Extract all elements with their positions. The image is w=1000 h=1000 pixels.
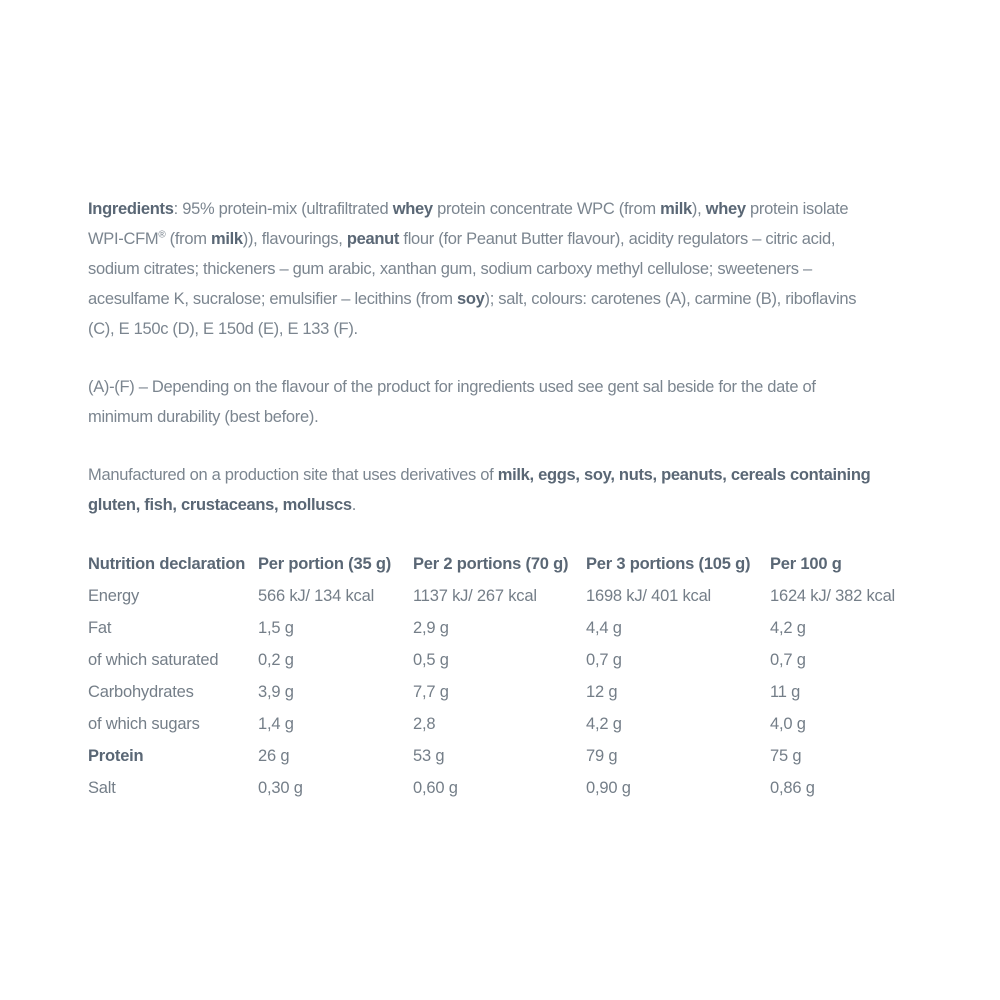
emphasized-text: milk: [660, 200, 692, 218]
table-row: [88, 612, 910, 644]
row-label: Fat: [88, 619, 112, 637]
emphasized-text: whey: [705, 200, 746, 218]
row-value: 1698 kJ/ 401 kcal: [586, 587, 712, 605]
row-value: 3,9 g: [258, 683, 294, 701]
header-per-3-portions: Per 3 portions (105 g): [586, 555, 751, 573]
emphasized-text: cereals containing: [730, 466, 871, 484]
ingredients-paragraph: [88, 194, 912, 344]
row-value: 0,7 g: [770, 651, 806, 669]
row-value: 26 g: [258, 747, 290, 765]
text-run: (C), E 150c (D), E 150d (E), E 133 (F).: [88, 320, 358, 338]
row-label: of which sugars: [88, 715, 200, 733]
row-value: 0,30 g: [258, 779, 303, 797]
nutrition-table-body: [88, 580, 910, 804]
nutrition-table-header-row: [88, 548, 910, 580]
text-run: minimum durability (best before).: [88, 408, 319, 426]
emphasized-text: eggs,: [538, 466, 580, 484]
emphasized-text: gluten,: [88, 496, 140, 514]
emphasized-text: whey: [392, 200, 433, 218]
row-value: 0,60 g: [413, 779, 458, 797]
allergen-note-paragraph: [88, 460, 912, 520]
emphasized-text: crustaceans,: [181, 496, 279, 514]
text-run: acesulfame K, sucralose; emulsifier – lecithins (from: [88, 290, 457, 308]
emphasized-text: milk: [210, 230, 243, 248]
row-value: 1137 kJ/ 267 kcal: [413, 587, 537, 605]
table-row: [88, 644, 910, 676]
emphasized-text: fish,: [144, 496, 177, 514]
row-value: 1,5 g: [258, 619, 294, 637]
row-label: Carbohydrates: [88, 683, 194, 701]
emphasized-text: peanut: [346, 230, 400, 248]
row-value: 0,86 g: [770, 779, 815, 797]
row-value: 2,8: [413, 715, 436, 733]
row-value: 2,9 g: [413, 619, 449, 637]
row-value: 0,90 g: [586, 779, 631, 797]
row-label: Energy: [88, 587, 140, 605]
row-value: 4,2 g: [770, 619, 806, 637]
row-value: 75 g: [770, 747, 802, 765]
header-per-100g: Per 100 g: [770, 555, 842, 573]
emphasized-text: molluscs: [282, 496, 352, 514]
emphasized-text: Ingredients: [88, 200, 174, 218]
text-run: protein isolate: [745, 200, 849, 218]
row-value: 0,5 g: [413, 651, 449, 669]
row-value: 4,2 g: [586, 715, 622, 733]
row-value: 566 kJ/ 134 kcal: [258, 587, 375, 605]
text-run: (A)-(F) – Depending on the flavour of the product for ingredients used see gent sal beside for the date of: [88, 378, 816, 396]
table-row: [88, 772, 910, 804]
row-value: 53 g: [413, 747, 445, 765]
text-run: .: [351, 496, 357, 514]
nutrition-declaration-table: [88, 548, 910, 804]
text-run: protein concentrate WPC (from: [432, 200, 661, 218]
text-run: ),: [691, 200, 706, 218]
row-value: 12 g: [586, 683, 618, 701]
row-value: 79 g: [586, 747, 618, 765]
registered-trademark-symbol: ®: [158, 229, 166, 241]
row-value: 0,2 g: [258, 651, 294, 669]
table-row: [88, 708, 910, 740]
text-run: )), flavourings,: [242, 230, 347, 248]
text-run: : 95% protein-mix (ultrafiltrated: [173, 200, 393, 218]
emphasized-text: soy,: [584, 466, 615, 484]
text-run: sodium citrates; thickeners – gum arabic, xanthan gum, sodium carboxy methyl cellulose; sweeteners –: [88, 260, 812, 278]
row-value: 1624 kJ/ 382 kcal: [770, 587, 896, 605]
table-row: [88, 580, 910, 612]
text-run: ); salt, colours: carotenes (A), carmine (B), riboflavins: [484, 290, 857, 308]
emphasized-text: nuts,: [618, 466, 657, 484]
row-value: 7,7 g: [413, 683, 449, 701]
row-value: 4,0 g: [770, 715, 806, 733]
header-per-2-portions: Per 2 portions (70 g): [413, 555, 569, 573]
row-label: Protein: [88, 747, 144, 765]
table-row: [88, 740, 910, 772]
table-row: [88, 676, 910, 708]
emphasized-text: peanuts,: [661, 466, 727, 484]
row-value: 11 g: [770, 683, 801, 701]
flavour-note-paragraph: [88, 372, 912, 432]
row-label: of which saturated: [88, 651, 219, 669]
emphasized-text: milk,: [497, 466, 534, 484]
text-run: flour (for Peanut Butter flavour), acidity regulators – citric acid,: [399, 230, 836, 248]
header-per-portion: Per portion (35 g): [258, 555, 391, 573]
row-label: Salt: [88, 779, 116, 797]
header-nutrition-declaration: Nutrition declaration: [88, 555, 246, 573]
text-run: Manufactured on a production site that uses derivatives of: [88, 466, 498, 484]
emphasized-text: soy: [456, 290, 485, 308]
row-value: 0,7 g: [586, 651, 622, 669]
row-value: 1,4 g: [258, 715, 294, 733]
text-run: WPI-CFM: [88, 230, 159, 248]
row-value: 4,4 g: [586, 619, 622, 637]
text-run: (from: [165, 230, 211, 248]
